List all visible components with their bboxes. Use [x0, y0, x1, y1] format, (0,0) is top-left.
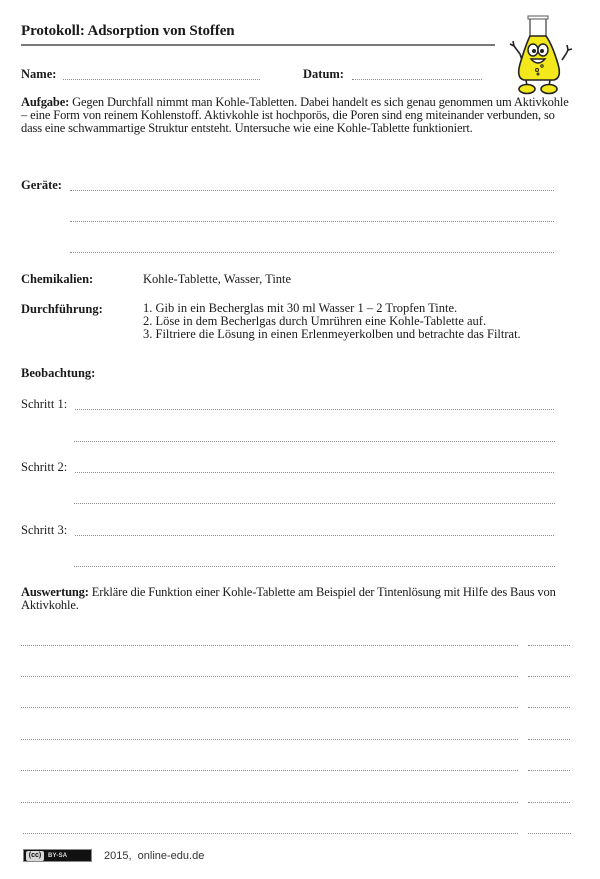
- evaluation-line-1-end[interactable]: [528, 645, 570, 646]
- evaluation-line-4-end[interactable]: [528, 739, 570, 740]
- procedure-step: 1. Gib in ein Becherglas mit 30 ml Wasser 1 – 2 Tropfen Tinte.: [143, 301, 458, 315]
- observation-step-1-line-2[interactable]: [74, 441, 555, 442]
- observation-step-3-line-1[interactable]: [75, 535, 554, 536]
- name-label: Name:: [21, 67, 57, 81]
- evaluation-line-5[interactable]: [21, 770, 518, 771]
- task-paragraph: [21, 96, 577, 135]
- chemicals-label: Chemikalien:: [21, 272, 94, 286]
- chemicals-value: Kohle-Tablette, Wasser, Tinte: [143, 272, 292, 286]
- observation-step-1-label: Schritt 1:: [21, 397, 68, 411]
- cc-by-sa-icon: [23, 849, 92, 862]
- equipment-label: Geräte:: [21, 178, 62, 192]
- footer-credit: 2015, online-edu.de: [104, 849, 205, 862]
- evaluation-line-7-end[interactable]: [528, 833, 571, 834]
- cc-logo: (cc): [26, 851, 44, 861]
- procedure-step: 3. Filtriere die Lösung in einen Erlenmeyerkolben und betrachte das Filtrat.: [143, 327, 521, 341]
- title-divider: [21, 44, 495, 46]
- observation-step-2-line-1[interactable]: [75, 472, 554, 473]
- equipment-line-3[interactable]: [70, 252, 554, 253]
- procedure-step: 2. Löse in dem Becherlgas durch Umrühren eine Kohle-Tablette auf.: [143, 314, 487, 328]
- evaluation-line-2-end[interactable]: [528, 676, 570, 677]
- evaluation-line-1[interactable]: [21, 645, 518, 646]
- observation-step-3-label: Schritt 3:: [21, 523, 68, 537]
- evaluation-label: Auswertung:: [21, 585, 89, 599]
- evaluation-line-2[interactable]: [21, 676, 518, 677]
- evaluation-paragraph: [21, 586, 577, 612]
- date-label: Datum:: [303, 67, 344, 81]
- observation-step-3-line-2[interactable]: [74, 566, 555, 567]
- procedure-label: Durchführung:: [21, 302, 103, 316]
- procedure-steps: [143, 302, 521, 341]
- observation-step-2-line-2[interactable]: [74, 503, 555, 504]
- evaluation-line-5-end[interactable]: [528, 770, 570, 771]
- date-field[interactable]: [352, 79, 482, 80]
- equipment-line-1[interactable]: [70, 190, 554, 191]
- evaluation-line-3-end[interactable]: [528, 707, 570, 708]
- evaluation-line-6[interactable]: [21, 802, 518, 803]
- observation-step-2-label: Schritt 2:: [21, 460, 68, 474]
- erlenmeyer-flask-mascot-icon: [500, 14, 576, 98]
- equipment-line-2[interactable]: [70, 221, 554, 222]
- task-label: Aufgabe:: [21, 95, 70, 109]
- evaluation-text: Erkläre die Funktion einer Kohle-Tablette am Beispiel der Tintenlösung mit Hilfe des Baus von Aktivkohle.: [21, 585, 556, 612]
- evaluation-line-3[interactable]: [21, 707, 518, 708]
- observation-step-1-line-1[interactable]: [75, 409, 554, 410]
- evaluation-line-6-end[interactable]: [528, 802, 570, 803]
- task-text: Gegen Durchfall nimmt man Kohle-Tabletten. Dabei handelt es sich genau genommen um Aktivkohle – eine Form von reinem Kohlenstoff. Aktivkohle ist hochporös, die Poren sind eng miteinander verbunden, so dass eine schwammartige Struktur entsteht. Untersuche wie eine Kohle-Tablette funktioniert.: [21, 95, 569, 135]
- evaluation-line-7[interactable]: [23, 833, 518, 834]
- evaluation-line-4[interactable]: [21, 739, 518, 740]
- page-title: Protokoll: Adsorption von Stoffen: [21, 23, 235, 39]
- observation-label: Beobachtung:: [21, 366, 96, 380]
- license-text: BY-SA: [48, 852, 68, 859]
- name-field[interactable]: [63, 79, 260, 80]
- footer: [23, 849, 204, 862]
